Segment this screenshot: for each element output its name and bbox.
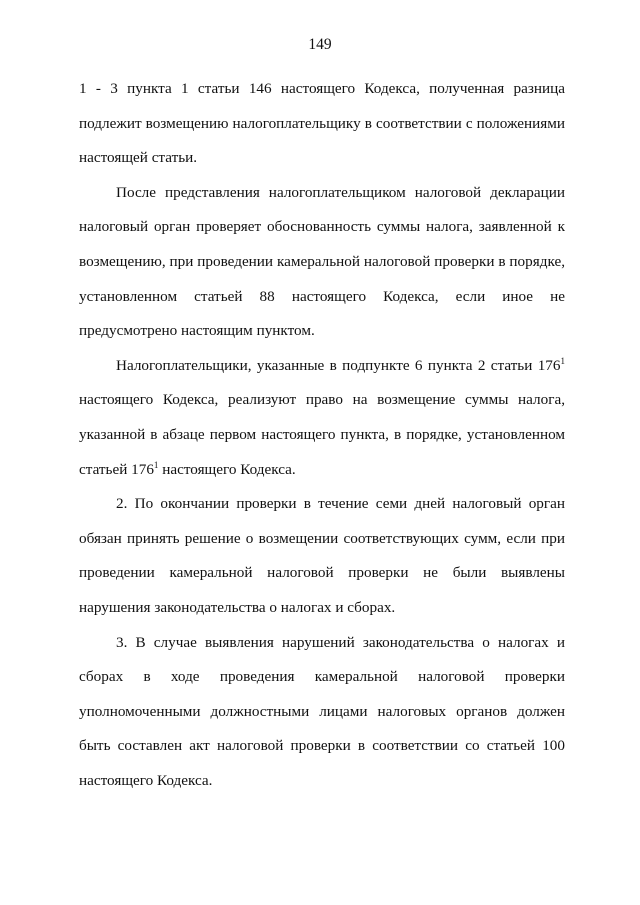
- paragraph-text: 2. По окончании проверки в течение семи дней налоговый орган обязан принять решение о возмещении соответствующих сумм, если при проведении камеральной налоговой проверки не были выявлены нарушения законодательства о налогах и сборах.: [79, 495, 565, 616]
- paragraph-text: Налогоплательщики, указанные в подпункте 6 пункта 2 статьи 176: [116, 356, 561, 374]
- page-number: 149: [308, 36, 332, 53]
- paragraph-text: После представления налогоплательщиком налоговой декларации налоговый орган проверяет обоснованность суммы налога, заявленной к возмещению, при проведении камеральной налоговой проверки в порядке, установленном статьей 88 настоящего Кодекса, если иное не предусмотрено настоящим пунктом.: [79, 183, 565, 340]
- paragraph: [79, 176, 565, 349]
- paragraph: [79, 72, 565, 176]
- superscript-index: 1: [560, 355, 565, 366]
- paragraph-text: настоящего Кодекса.: [158, 460, 296, 478]
- paragraph: [79, 626, 565, 799]
- paragraph: [79, 487, 565, 625]
- superscript-index: 1: [153, 459, 159, 470]
- paragraph-text: настоящего Кодекса, реализуют право на возмещение суммы налога, указанной в абзаце первом настоящего пункта, в порядке, установленном статьей 176: [79, 391, 565, 478]
- paragraph-text: 3. В случае выявления нарушений законодательства о налогах и сборах в ходе проведения камеральной налоговой проверки уполномоченными должностными лицами налоговых органов должен быть составлен акт налоговой проверки в соответствии со статьей 100 настоящего Кодекса.: [79, 633, 565, 789]
- paragraph-text: 1 - 3 пункта 1 статьи 146 настоящего Кодекса, полученная разница подлежит возмещению налогоплательщику в соответствии с положениями настоящей статьи.: [79, 80, 565, 167]
- paragraph: [79, 349, 565, 487]
- document-body: [79, 72, 565, 798]
